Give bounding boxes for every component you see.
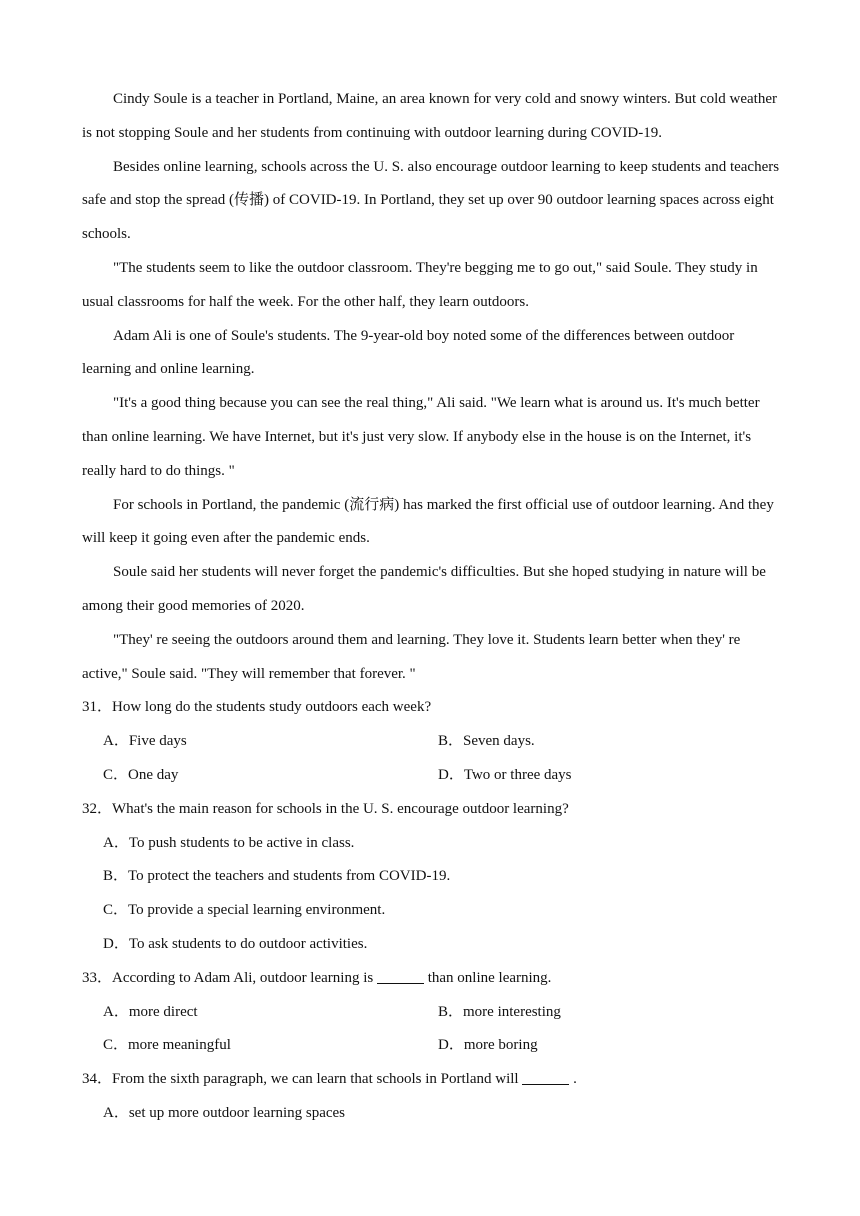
option-a: A．more direct: [103, 1003, 198, 1020]
option-c: C．One day: [103, 766, 179, 783]
passage-paragraph: "The students seem to like the outdoor classroom. They're begging me to go out," said Soule. They study in usual classrooms for half the week. For the other half, they learn outdoors.: [82, 259, 758, 310]
answer-options: [82, 725, 782, 793]
option-a: A．set up more outdoor learning spaces: [103, 1104, 346, 1121]
option-b: B．more interesting: [438, 1003, 561, 1020]
question-31: [82, 691, 782, 792]
option-b: B．Seven days.: [438, 733, 535, 750]
option-d: D．Two or three days: [438, 766, 572, 783]
option-d: D．To ask students to do outdoor activities.: [103, 935, 368, 952]
answer-blank: [522, 1069, 569, 1085]
passage-paragraph: Besides online learning, schools across the U. S. also encourage outdoor learning to keep students and teachers safe and stop the spread (传播) of COVID-19. In Portland, they set up over 90 outdoor learning spaces across eight schools.: [82, 158, 780, 243]
question-stem: [82, 962, 782, 996]
question-stem: [82, 1063, 782, 1097]
stem-text-after: than online learning.: [427, 969, 552, 986]
stem-text-before: 34．From the sixth paragraph, we can learn that schools in Portland will: [82, 1071, 519, 1088]
option-c: C．more meaningful: [103, 1037, 231, 1054]
option-a: A．To push students to be active in class.: [103, 834, 355, 851]
stem-text-before: 33．According to Adam Ali, outdoor learning is: [82, 969, 374, 986]
passage-paragraph: "It's a good thing because you can see the real thing," Ali said. "We learn what is around us. It's much better than online learning. We have Internet, but it's just very slow. If anybody else in the house is on the Internet, it's really hard to do things. ": [82, 395, 760, 479]
answer-blank: [377, 968, 424, 984]
option-c: C．To provide a special learning environment.: [103, 902, 386, 919]
question-stem: 31．How long do the students study outdoors each week?: [82, 699, 432, 716]
passage-paragraph: Adam Ali is one of Soule's students. The 9-year-old boy noted some of the differences between outdoor learning and online learning.: [82, 327, 735, 378]
passage-paragraph: For schools in Portland, the pandemic (流行病) has marked the first official use of outdoor learning. And they will keep it going even after the pandemic ends.: [82, 496, 774, 547]
reading-section: [82, 83, 782, 1131]
answer-options: [82, 1097, 782, 1131]
passage-paragraph: "They' re seeing the outdoors around them and learning. They love it. Students learn better when they' re active," Soule said. "They will remember that forever. ": [82, 631, 741, 682]
passage: [82, 83, 782, 691]
option-b: B．To protect the teachers and students from COVID-19.: [103, 868, 451, 885]
question-stem: 32．What's the main reason for schools in the U. S. encourage outdoor learning?: [82, 800, 569, 817]
answer-options: [82, 996, 782, 1064]
passage-paragraph: Cindy Soule is a teacher in Portland, Maine, an area known for very cold and snowy winters. But cold weather is not stopping Soule and her students from continuing with outdoor learning during COVID-19.: [82, 91, 777, 141]
stem-text-after: .: [573, 1071, 577, 1088]
question-32: [82, 793, 782, 962]
question-34: [82, 1063, 782, 1131]
passage-paragraph: Soule said her students will never forget the pandemic's difficulties. But she hoped studying in nature will be among their good memories of 2020.: [82, 564, 766, 614]
option-a: A．Five days: [103, 733, 187, 750]
option-d: D．more boring: [438, 1037, 538, 1054]
question-33: [82, 962, 782, 1063]
answer-options: [82, 827, 782, 962]
